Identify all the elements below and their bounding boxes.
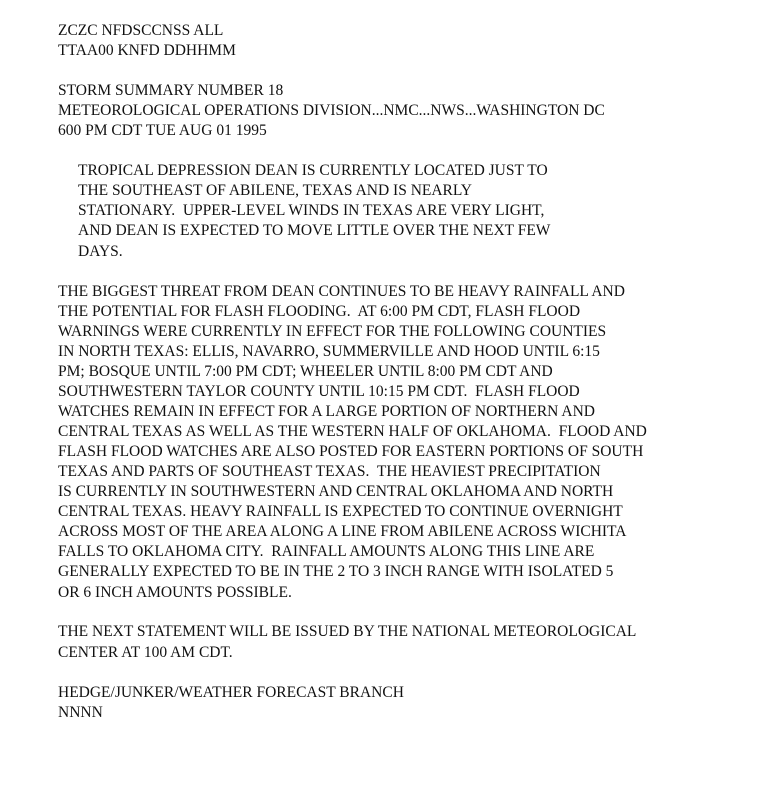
threat-line: TEXAS AND PARTS OF SOUTHEAST TEXAS. THE HEAVIEST PRECIPITATION	[58, 463, 601, 480]
summary-line: DAYS.	[78, 243, 123, 260]
issue-datetime: 600 PM CDT TUE AUG 01 1995	[58, 122, 267, 139]
threat-line: IS CURRENTLY IN SOUTHWESTERN AND CENTRAL OKLAHOMA AND NORTH	[58, 483, 614, 500]
threat-line: OR 6 INCH AMOUNTS POSSIBLE.	[58, 584, 292, 601]
next-statement-line: THE NEXT STATEMENT WILL BE ISSUED BY THE NATIONAL METEOROLOGICAL	[58, 623, 637, 640]
threat-line: THE POTENTIAL FOR FLASH FLOODING. AT 6:00 PM CDT, FLASH FLOOD	[58, 303, 581, 320]
threat-line: FALLS TO OKLAHOMA CITY. RAINFALL AMOUNTS ALONG THIS LINE ARE	[58, 543, 595, 560]
threat-line: PM; BOSQUE UNTIL 7:00 PM CDT; WHEELER UNTIL 8:00 PM CDT AND	[58, 363, 553, 380]
threat-line: FLASH FLOOD WATCHES ARE ALSO POSTED FOR EASTERN PORTIONS OF SOUTH	[58, 443, 644, 460]
forecaster-signature: HEDGE/JUNKER/WEATHER FORECAST BRANCH	[58, 684, 404, 701]
threat-line: THE BIGGEST THREAT FROM DEAN CONTINUES TO BE HEAVY RAINFALL AND	[58, 283, 625, 300]
next-statement-line: CENTER AT 100 AM CDT.	[58, 644, 233, 661]
threat-line: WATCHES REMAIN IN EFFECT FOR A LARGE PORTION OF NORTHERN AND	[58, 403, 595, 420]
summary-line: TROPICAL DEPRESSION DEAN IS CURRENTLY LOCATED JUST TO	[78, 162, 548, 179]
header-line-1: ZCZC NFDSCCNSS ALL	[58, 22, 224, 39]
storm-summary-title: STORM SUMMARY NUMBER 18	[58, 82, 284, 99]
threat-line: SOUTHWESTERN TAYLOR COUNTY UNTIL 10:15 PM CDT. FLASH FLOOD	[58, 383, 580, 400]
threat-line: CENTRAL TEXAS. HEAVY RAINFALL IS EXPECTED TO CONTINUE OVERNIGHT	[58, 503, 623, 520]
threat-line: IN NORTH TEXAS: ELLIS, NAVARRO, SUMMERVILLE AND HOOD UNTIL 6:15	[58, 343, 600, 360]
threat-line: ACROSS MOST OF THE AREA ALONG A LINE FROM ABILENE ACROSS WICHITA	[58, 523, 627, 540]
summary-line: THE SOUTHEAST OF ABILENE, TEXAS AND IS NEARLY	[78, 182, 472, 199]
threat-line: GENERALLY EXPECTED TO BE IN THE 2 TO 3 INCH RANGE WITH ISOLATED 5	[58, 563, 614, 580]
threat-line: CENTRAL TEXAS AS WELL AS THE WESTERN HALF OF OKLAHOMA. FLOOD AND	[58, 423, 647, 440]
summary-line: STATIONARY. UPPER-LEVEL WINDS IN TEXAS ARE VERY LIGHT,	[78, 202, 545, 219]
summary-line: AND DEAN IS EXPECTED TO MOVE LITTLE OVER THE NEXT FEW	[78, 222, 551, 239]
issuing-office: METEOROLOGICAL OPERATIONS DIVISION...NMC...NWS...WASHINGTON DC	[58, 102, 605, 119]
end-of-message-marker: NNNN	[58, 704, 103, 721]
threat-line: WARNINGS WERE CURRENTLY IN EFFECT FOR THE FOLLOWING COUNTIES	[58, 323, 607, 340]
header-line-2: TTAA00 KNFD DDHHMM	[58, 42, 236, 59]
